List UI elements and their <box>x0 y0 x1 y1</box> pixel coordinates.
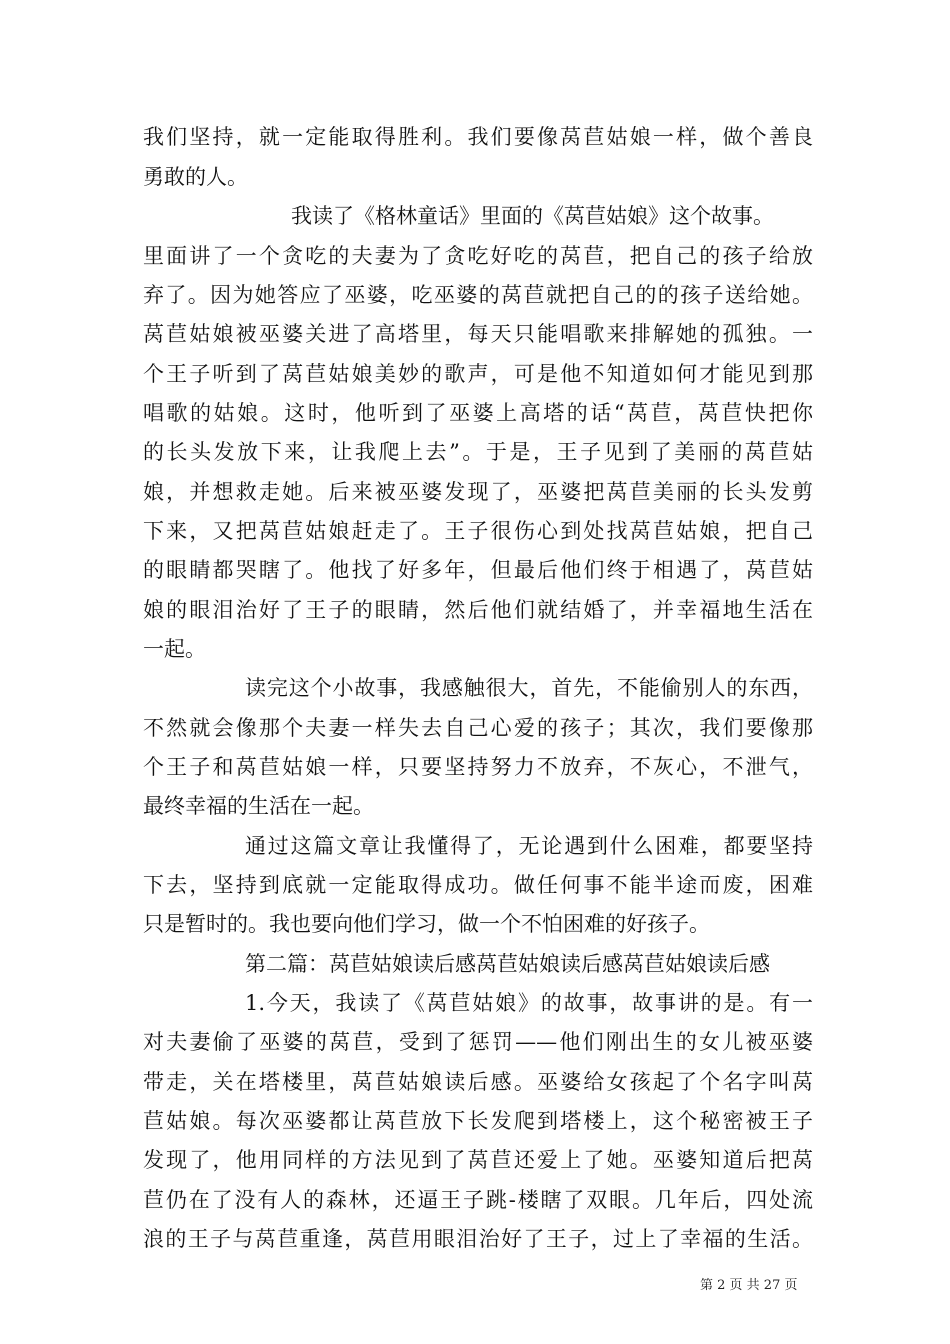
text-line: 勇敢的人。 <box>143 165 248 189</box>
text-line: 对夫妻偷了巫婆的莴苣，受到了惩罚——他们刚出生的女儿被巫婆 <box>143 1030 813 1054</box>
text-line: 个王子和莴苣姑娘一样，只要坚持努力不放弃，不灰心，不泄气， <box>143 755 813 779</box>
text-line: 苣仍在了没有人的森林，还逼王子跳-楼瞎了双眼。几年后，四处流 <box>143 1188 813 1212</box>
text-line: 我读了《格林童话》里面的《莴苣姑娘》这个故事。 <box>291 204 774 228</box>
text-line: 带走，关在塔楼里，莴苣姑娘读后感。巫婆给女孩起了个名字叫莴 <box>143 1070 813 1094</box>
text-line: 1.今天，我读了《莴苣姑娘》的故事，故事讲的是。有一 <box>245 991 813 1015</box>
text-line: 发现了，他用同样的方法见到了莴苣还爱上了她。巫婆知道后把莴 <box>143 1148 813 1172</box>
text-line: 不然就会像那个夫妻一样失去自己心爱的孩子；其次，我们要像那 <box>143 716 813 740</box>
page-number-footer: 第 2 页 共 27 页 <box>700 1278 798 1293</box>
text-line: 的长头发放下来，让我爬上去”。于是，王子见到了美丽的莴苣姑 <box>143 440 813 464</box>
text-line: 弃了。因为她答应了巫婆，吃巫婆的莴苣就把自己的的孩子送给她。 <box>143 283 813 307</box>
text-line: 下来，又把莴苣姑娘赶走了。王子很伤心到处找莴苣姑娘，把自己 <box>143 519 813 543</box>
text-line: 莴苣姑娘被巫婆关进了高塔里，每天只能唱歌来排解她的孤独。一 <box>143 322 813 346</box>
text-line: 我们坚持，就一定能取得胜利。我们要像莴苣姑娘一样，做个善良 <box>143 125 813 149</box>
section-heading: 第二篇：莴苣姑娘读后感莴苣姑娘读后感莴苣姑娘读后感 <box>245 952 770 976</box>
text-line: 娘，并想救走她。后来被巫婆发现了，巫婆把莴苣美丽的长头发剪 <box>143 480 813 504</box>
text-line: 里面讲了一个贪吃的夫妻为了贪吃好吃的莴苣，把自己的孩子给放 <box>143 244 813 268</box>
text-line: 读完这个小故事，我感触很大，首先，不能偷别人的东西， <box>245 676 813 700</box>
text-line: 浪的王子与莴苣重逢，莴苣用眼泪治好了王子，过上了幸福的生活。 <box>143 1227 813 1251</box>
text-line: 只是暂时的。我也要向他们学习，做一个不怕困难的好孩子。 <box>143 912 710 936</box>
text-line: 娘的眼泪治好了王子的眼睛，然后他们就结婚了，并幸福地生活在 <box>143 598 813 622</box>
text-line: 最终幸福的生活在一起。 <box>143 794 374 818</box>
text-line: 的眼睛都哭瞎了。他找了好多年，但最后他们终于相遇了，莴苣姑 <box>143 558 813 582</box>
text-line: 通过这篇文章让我懂得了，无论遇到什么困难，都要坚持 <box>245 834 813 858</box>
text-line: 苣姑娘。每次巫婆都让莴苣放下长发爬到塔楼上，这个秘密被王子 <box>143 1109 813 1133</box>
text-line: 一起。 <box>143 637 206 661</box>
text-line: 唱歌的姑娘。这时，他听到了巫婆上高塔的话“莴苣，莴苣快把你 <box>143 401 813 425</box>
text-line: 个王子听到了莴苣姑娘美妙的歌声，可是他不知道如何才能见到那 <box>143 362 813 386</box>
text-line: 下去，坚持到底就一定能取得成功。做任何事不能半途而废，困难 <box>143 873 813 897</box>
